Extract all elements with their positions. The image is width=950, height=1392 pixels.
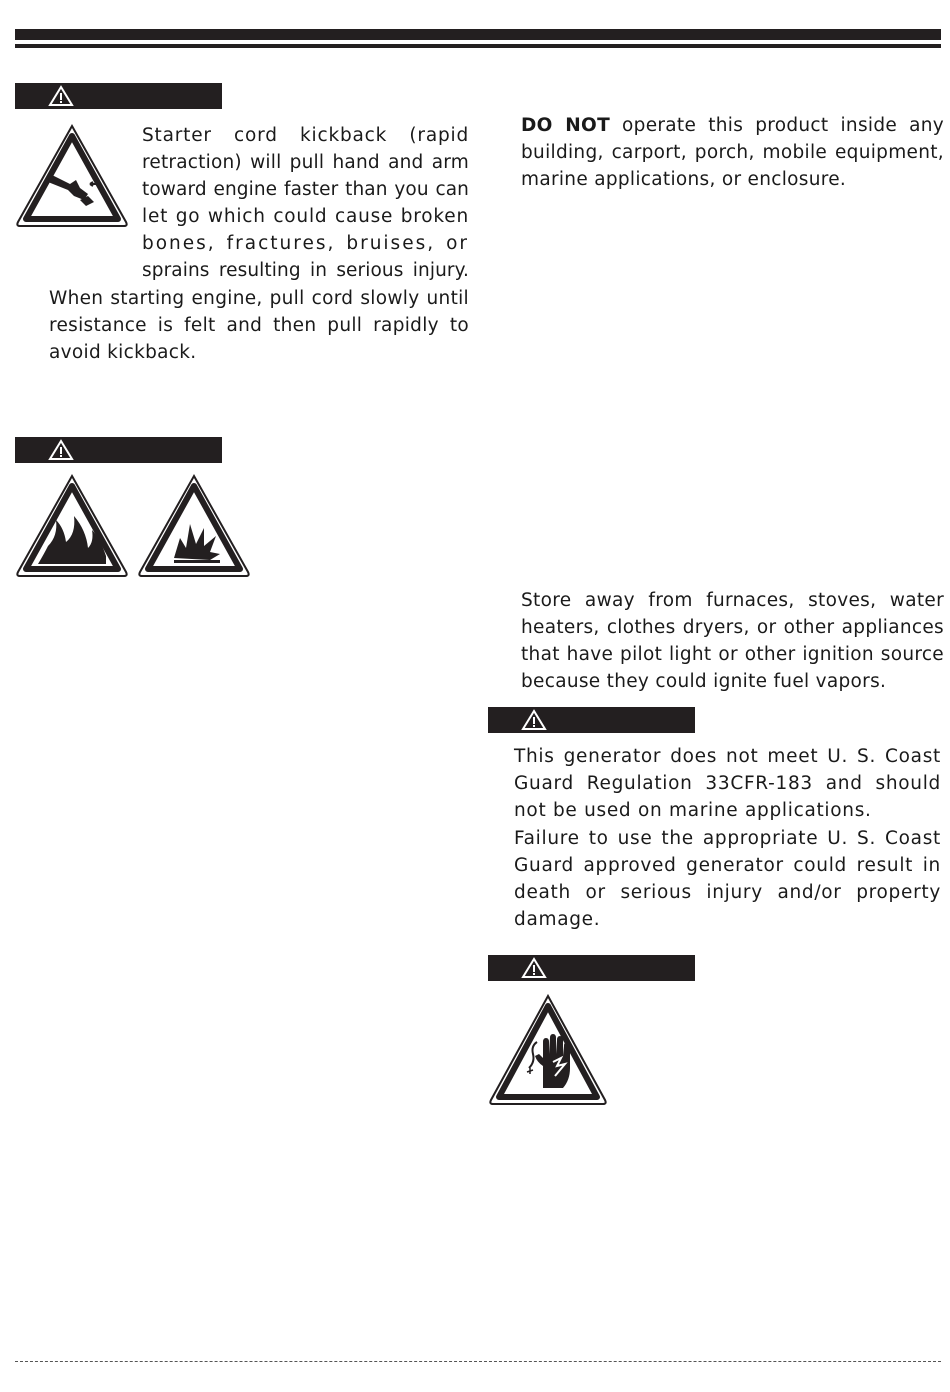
text-line: sprains resulting in serious injury. <box>142 260 469 281</box>
store-away-text: Store away from furnaces, stoves, water heaters, clothes dryers, or other appliances that have pilot light or other ignition source because they could ignite fuel vapors. <box>521 590 944 692</box>
header-rule-thin <box>15 44 941 48</box>
warning-triangle-icon <box>521 709 547 731</box>
warning-triangle-icon <box>521 957 547 979</box>
kickback-warning-text <box>142 122 469 284</box>
warning-triangle-icon <box>48 439 74 461</box>
do-not-operate-indoors-text <box>521 112 944 193</box>
do-not-operate-body: operate this product inside any building, carport, porch, mobile equipment, marine applications, or enclosure. <box>521 115 945 190</box>
coast-guard-consequence-text: Failure to use the appropriate U. S. Coast Guard approved generator could result in death or serious injury and/or property damage. <box>514 828 941 930</box>
warning-label-bar <box>488 707 695 733</box>
warning-label-bar <box>15 437 222 463</box>
warning-triangle-icon <box>48 85 74 107</box>
text-line: Starter cord kickback (rapid <box>142 125 469 146</box>
footer-dashed-rule <box>15 1361 941 1362</box>
do-not-emphasis: DO NOT <box>521 115 611 136</box>
header-rule-thick <box>15 29 941 40</box>
text-line: toward engine faster than you can <box>142 179 469 200</box>
text-line: bones, fractures, bruises, or <box>142 233 469 254</box>
kickback-instruction-text: When starting engine, pull cord slowly until resistance is felt and then pull rapidly to avoid kickback. <box>49 288 469 363</box>
coast-guard-regulation-text: This generator does not meet U. S. Coast Guard Regulation 33CFR-183 and should not be used on marine applications. <box>514 746 941 821</box>
text-line: retraction) will pull hand and arm <box>142 152 469 173</box>
fire-icon <box>14 472 130 580</box>
warning-label-bar <box>488 955 695 981</box>
electric-shock-icon <box>487 992 609 1108</box>
explosion-icon <box>136 472 252 580</box>
text-line: let go which could cause broken <box>142 206 469 227</box>
hand-kickback-icon <box>14 122 130 230</box>
warning-label-bar <box>15 83 222 109</box>
